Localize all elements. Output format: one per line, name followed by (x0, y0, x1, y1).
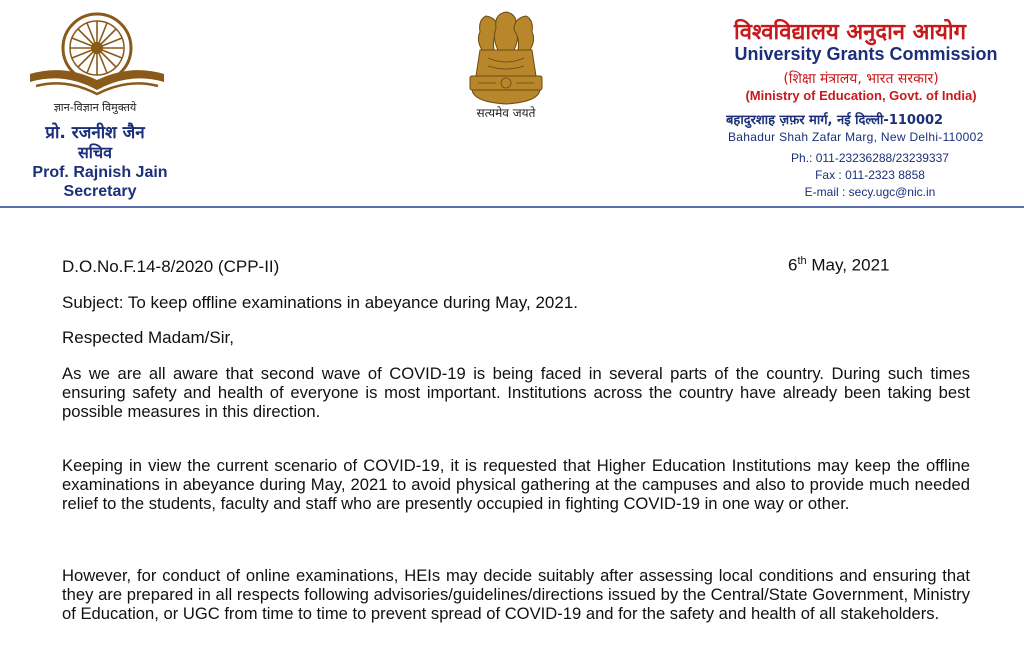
fax-number: Fax : 011-2323 8858 (815, 168, 925, 182)
phone-number: Ph.: 011-23236288/23239337 (791, 151, 949, 165)
secretary-name: Prof. Rajnish Jain (32, 164, 168, 181)
salutation: Respected Madam/Sir, (62, 328, 234, 347)
ugc-logo-icon (22, 8, 172, 106)
letter-date (788, 255, 890, 276)
email-address: E-mail : secy.ugc@nic.in (804, 185, 936, 199)
address: Bahadur Shah Zafar Marg, New Delhi-110002 (728, 130, 984, 144)
secretary-title-hindi: सचिव (77, 143, 113, 162)
date-suffix: th (797, 255, 807, 267)
date-day: 6 (788, 255, 798, 275)
date-month-year: May, 2021 (806, 255, 890, 275)
emblem-motto: सत्यमेव जयते (476, 106, 536, 120)
national-emblem-icon (458, 10, 554, 108)
ministry-hindi: (शिक्षा मंत्रालय, भारत सरकार) (783, 71, 939, 87)
address-hindi: बहादुरशाह ज़फ़र मार्ग, नई दिल्ली-110002 (726, 113, 944, 128)
secretary-title: Secretary (63, 183, 137, 200)
paragraph-2: Keeping in view the current scenario of COVID-19, it is requested that Higher Education Institutions may keep the offline examinations in abeyance during May, 2021 to avoid physical gathering at the campuses and also to provide much needed relief to the students, faculty and staff who are presently occupied in fighting COVID-19 in one way or other. (62, 456, 970, 514)
subject-line: Subject: To keep offline examinations in abeyance during May, 2021. (62, 293, 579, 312)
paragraph-3: However, for conduct of online examinations, HEIs may decide suitably after assessing local conditions and ensuring that they are prepared in all respects following advisories/guidelines/directions issued by the Central/State Government, Ministry of Education, or UGC from time to time to prevent spread of COVID-19 and for the safety and health of all stakeholders. (62, 566, 970, 624)
secretary-name-hindi: प्रो. रजनीश जैन (45, 123, 145, 143)
paragraph-1: As we are all aware that second wave of COVID-19 is being faced in several parts of the country. During such times ensuring safety and health of everyone is most important. Institutions across the country have already been taking best possible measures in this direction. (62, 364, 970, 422)
ministry-name: (Ministry of Education, Govt. of India) (745, 88, 977, 103)
header-divider (0, 206, 1024, 208)
org-name: University Grants Commission (734, 44, 998, 64)
org-name-hindi: विश्वविद्यालय अनुदान आयोग (734, 20, 966, 45)
logo-motto: ज्ञान-विज्ञान विमुक्तये (53, 101, 137, 114)
reference-number: D.O.No.F.14-8/2020 (CPP-II) (62, 257, 280, 276)
